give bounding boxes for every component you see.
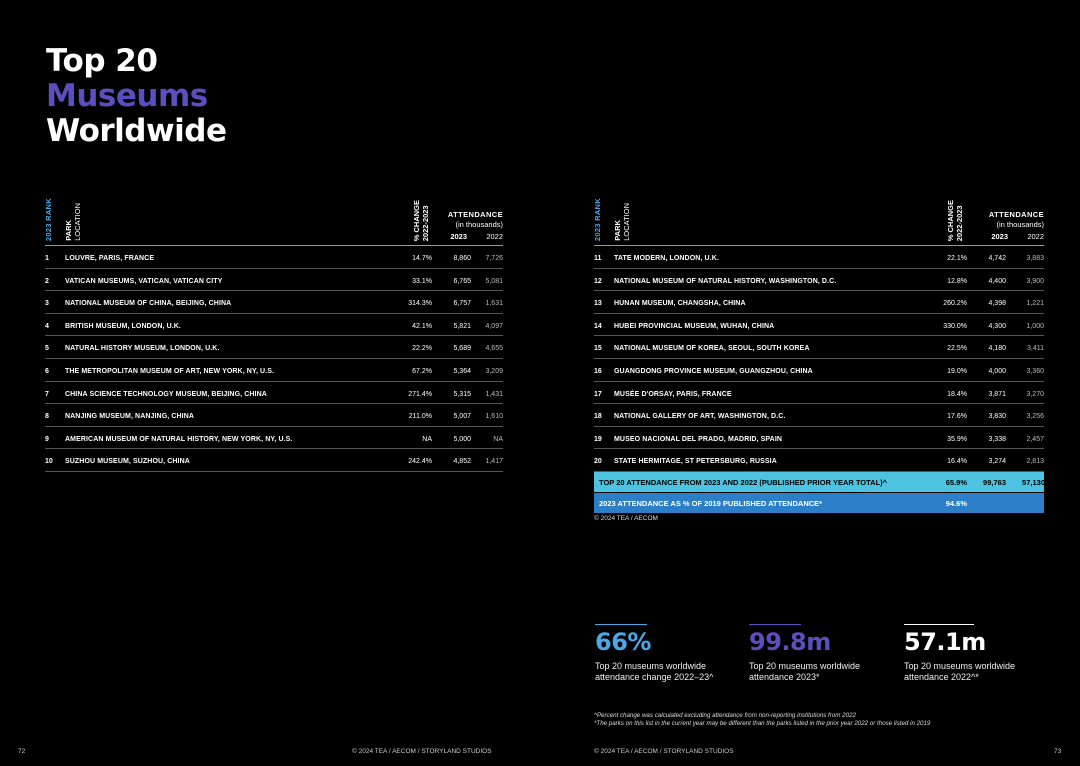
title-line-2: Museums bbox=[46, 78, 208, 114]
rank-header: 2023 RANK bbox=[44, 197, 53, 241]
rank-cell: 12 bbox=[594, 277, 602, 285]
pct-of-2019-row bbox=[594, 493, 1044, 513]
table-header bbox=[594, 196, 1044, 246]
pct-change-years: 2022-2023 bbox=[421, 205, 430, 241]
attendance-2023-cell: 4,000 bbox=[988, 367, 1006, 375]
attendance-2022-cell: 3,209 bbox=[485, 367, 503, 375]
attendance-2022-cell: 3,256 bbox=[1026, 413, 1044, 421]
rank-cell: 11 bbox=[594, 255, 602, 262]
table-header bbox=[45, 196, 503, 246]
stat-rule bbox=[595, 624, 647, 625]
rank-cell: 7 bbox=[45, 390, 49, 398]
attendance-2023-cell: 5,364 bbox=[453, 367, 471, 375]
table-row bbox=[45, 382, 503, 405]
museum-name-cell: NATIONAL GALLERY OF ART, WASHINGTON, D.C. bbox=[614, 413, 786, 421]
pct-2019-value: 94.6% bbox=[945, 498, 967, 508]
attendance-2023-cell: 5,689 bbox=[453, 345, 471, 353]
table-row bbox=[594, 246, 1044, 269]
year-2023-header: 2023 bbox=[991, 232, 1008, 241]
location-label: LOCATION bbox=[73, 203, 82, 241]
pct-change-cell: 22.2% bbox=[412, 345, 432, 353]
rank-cell: 20 bbox=[594, 458, 602, 466]
total-pct-change: 65.9% bbox=[945, 477, 967, 487]
museum-name-cell: MUSÉE D'ORSAY, PARIS, FRANCE bbox=[614, 390, 732, 398]
attendance-2023-cell: 5,821 bbox=[453, 322, 471, 330]
rank-cell: 14 bbox=[594, 322, 602, 330]
rank-header: 2023 RANK bbox=[593, 197, 602, 241]
museum-name-cell: HUNAN MUSEUM, CHANGSHA, CHINA bbox=[614, 300, 746, 308]
museum-name-cell: GUANGDONG PROVINCE MUSEUM, GUANGZHOU, CHINA bbox=[614, 367, 813, 375]
attendance-2022-cell: 3,270 bbox=[1026, 390, 1044, 398]
attendance-2022-cell: 7,726 bbox=[485, 255, 503, 262]
attendance-2022-cell: 2,457 bbox=[1026, 435, 1044, 443]
museum-name-cell: VATICAN MUSEUMS, VATICAN, VATICAN CITY bbox=[65, 277, 223, 285]
year-2023-header: 2023 bbox=[450, 232, 467, 241]
attendance-2022-cell: 1,221 bbox=[1026, 300, 1044, 308]
attendance-2023-cell: 4,398 bbox=[988, 300, 1006, 308]
stat-description: Top 20 museums worldwide attendance 2022^* bbox=[904, 661, 1016, 682]
stat-attendance-2022 bbox=[904, 624, 1024, 683]
stat-attendance-2023 bbox=[749, 624, 869, 683]
rank-cell: 10 bbox=[45, 458, 53, 466]
museum-name-cell: CHINA SCIENCE TECHNOLOGY MUSEUM, BEIJING, CHINA bbox=[65, 390, 267, 398]
attendance-sub: (in thousands) bbox=[455, 220, 503, 229]
rank-cell: 5 bbox=[45, 345, 49, 353]
attendance-2022-cell: 4,655 bbox=[485, 345, 503, 353]
pct-change-cell: 67.2% bbox=[412, 367, 432, 375]
park-label: PARK bbox=[64, 220, 73, 241]
table-row bbox=[594, 269, 1044, 292]
pct-change-cell: 22.5% bbox=[947, 345, 967, 353]
table-row bbox=[594, 291, 1044, 314]
table-row bbox=[45, 404, 503, 427]
attendance-2023-cell: 4,180 bbox=[988, 345, 1006, 353]
museum-name-cell: SUZHOU MUSEUM, SUZHOU, CHINA bbox=[65, 458, 190, 466]
attendance-2023-cell: 4,300 bbox=[988, 322, 1006, 330]
attendance-2022-cell: 4,097 bbox=[485, 322, 503, 330]
rank-cell: 16 bbox=[594, 367, 602, 375]
attendance-2022-cell: 1,631 bbox=[485, 300, 503, 308]
attendance-2023-cell: 6,765 bbox=[453, 277, 471, 285]
rank-cell: 3 bbox=[45, 300, 49, 308]
pct-change-cell: 19.0% bbox=[947, 367, 967, 375]
stat-rule bbox=[749, 624, 801, 625]
stat-number: 66% bbox=[595, 628, 651, 656]
museum-name-cell: MUSEO NACIONAL DEL PRADO, MADRID, SPAIN bbox=[614, 435, 783, 443]
attendance-2023-cell: 3,274 bbox=[988, 458, 1006, 466]
attendance-sub: (in thousands) bbox=[996, 220, 1044, 229]
total-attendance-row bbox=[594, 472, 1044, 492]
rank-cell: 18 bbox=[594, 413, 602, 421]
table-row bbox=[594, 449, 1044, 472]
museum-name-cell: HUBEI PROVINCIAL MUSEUM, WUHAN, CHINA bbox=[614, 322, 775, 330]
attendance-2023-cell: 3,830 bbox=[988, 413, 1006, 421]
pct-change-years: 2022-2023 bbox=[955, 205, 964, 241]
rank-cell: 2 bbox=[45, 277, 49, 285]
pct-change-header bbox=[412, 200, 430, 241]
attendance-2023-cell: 4,400 bbox=[988, 277, 1006, 285]
rank-cell: 4 bbox=[45, 322, 49, 330]
attendance-2022-cell: 3,411 bbox=[1027, 345, 1044, 353]
table-row bbox=[45, 359, 503, 382]
pct-change-cell: 42.1% bbox=[412, 322, 432, 330]
attendance-2023-cell: 5,315 bbox=[453, 390, 471, 398]
table-body-left bbox=[45, 246, 503, 472]
attendance-2023-cell: 4,852 bbox=[453, 458, 471, 466]
rank-cell: 1 bbox=[45, 255, 49, 262]
stat-number: 57.1m bbox=[904, 628, 986, 656]
footer-credit-left: © 2024 TEA / AECOM / STORYLAND STUDIOS bbox=[352, 748, 492, 755]
attendance-2023-cell: 5,007 bbox=[453, 413, 471, 421]
pct-change-cell: 211.0% bbox=[408, 413, 432, 421]
park-label: PARK bbox=[613, 220, 622, 241]
attendance-label: ATTENDANCE bbox=[447, 210, 503, 219]
table-row bbox=[45, 449, 503, 472]
attendance-2022-cell: 3,900 bbox=[1026, 277, 1044, 285]
museum-name-cell: NANJING MUSEUM, NANJING, CHINA bbox=[65, 413, 195, 421]
pct-2019-label: 2023 ATTENDANCE AS % OF 2019 PUBLISHED ATTENDANCE* bbox=[599, 498, 823, 508]
pct-change-cell: 271.4% bbox=[408, 390, 432, 398]
stat-rule bbox=[904, 624, 974, 625]
table-row bbox=[594, 404, 1044, 427]
table-row bbox=[594, 336, 1044, 359]
pct-change-cell: 14.7% bbox=[412, 255, 432, 262]
attendance-label: ATTENDANCE bbox=[988, 210, 1044, 219]
rank-cell: 17 bbox=[594, 390, 602, 398]
museum-name-cell: TATE MODERN, LONDON, U.K. bbox=[614, 255, 719, 262]
footer-credit-right: © 2024 TEA / AECOM / STORYLAND STUDIOS bbox=[594, 748, 734, 755]
attendance-header bbox=[431, 210, 503, 242]
attendance-2022-cell: NA bbox=[493, 435, 503, 443]
year-2022-header: 2022 bbox=[1027, 232, 1044, 241]
table-row bbox=[594, 314, 1044, 337]
pct-change-cell: NA bbox=[422, 435, 432, 443]
footnote-1: ^Percent change was calculated excluding attendance from non-reporting institutions from 2022 bbox=[594, 712, 856, 719]
attendance-2023-cell: 4,742 bbox=[988, 255, 1006, 262]
attendance-2023-cell: 6,757 bbox=[453, 300, 471, 308]
pct-change-cell: 12.8% bbox=[947, 277, 967, 285]
rank-cell: 19 bbox=[594, 435, 602, 443]
ranking-table-left bbox=[45, 196, 503, 472]
attendance-2022-cell: 3,883 bbox=[1026, 255, 1044, 262]
total-attendance-2023: 99,763 bbox=[983, 477, 1006, 487]
title-line-1: Top 20 bbox=[46, 43, 158, 79]
total-attendance-2022: 57,130 bbox=[1022, 477, 1045, 487]
pct-change-cell: 314.3% bbox=[408, 300, 432, 308]
attendance-2023-cell: 8,860 bbox=[453, 255, 471, 262]
rank-cell: 6 bbox=[45, 367, 49, 375]
museum-name-cell: NATIONAL MUSEUM OF CHINA, BEIJING, CHINA bbox=[65, 300, 232, 308]
table-row bbox=[45, 314, 503, 337]
footnotes bbox=[594, 712, 930, 728]
ranking-table-right bbox=[594, 196, 1044, 513]
location-label: LOCATION bbox=[622, 203, 631, 241]
table-copyright: © 2024 TEA / AECOM bbox=[594, 515, 658, 522]
pct-change-cell: 33.1% bbox=[412, 277, 432, 285]
attendance-2022-cell: 1,000 bbox=[1026, 322, 1044, 330]
park-header bbox=[64, 203, 82, 241]
museum-name-cell: LOUVRE, PARIS, FRANCE bbox=[65, 255, 155, 262]
stat-description: Top 20 museums worldwide attendance change 2022–23^ bbox=[595, 661, 714, 682]
table-row bbox=[45, 427, 503, 450]
rank-cell: 13 bbox=[594, 300, 602, 308]
museum-name-cell: AMERICAN MUSEUM OF NATURAL HISTORY, NEW YORK, NY, U.S. bbox=[65, 435, 293, 443]
attendance-2022-cell: 2,813 bbox=[1026, 458, 1044, 466]
pct-change-label: % CHANGE bbox=[412, 199, 421, 241]
museum-name-cell: STATE HERMITAGE, ST PETERSBURG, RUSSIA bbox=[614, 458, 777, 466]
attendance-header bbox=[972, 210, 1044, 242]
pct-change-label: % CHANGE bbox=[946, 199, 955, 241]
table-row bbox=[45, 269, 503, 292]
table-row bbox=[45, 246, 503, 269]
pct-change-cell: 22.1% bbox=[947, 255, 967, 262]
stat-number: 99.8m bbox=[749, 628, 831, 656]
rank-cell: 9 bbox=[45, 435, 49, 443]
museum-name-cell: THE METROPOLITAN MUSEUM OF ART, NEW YORK, NY, U.S. bbox=[65, 367, 275, 375]
museum-name-cell: NATIONAL MUSEUM OF KOREA, SEOUL, SOUTH KOREA bbox=[614, 345, 810, 353]
title-line-3: Worldwide bbox=[46, 113, 227, 149]
museum-name-cell: NATURAL HISTORY MUSEUM, LONDON, U.K. bbox=[65, 345, 220, 353]
page-title bbox=[46, 44, 226, 149]
attendance-2022-cell: 1,610 bbox=[485, 413, 503, 421]
pct-change-cell: 330.0% bbox=[943, 322, 967, 330]
attendance-2022-cell: 3,360 bbox=[1026, 367, 1044, 375]
page-number-right: 73 bbox=[1054, 748, 1062, 755]
attendance-2022-cell: 1,417 bbox=[485, 458, 503, 466]
attendance-2023-cell: 3,871 bbox=[988, 390, 1006, 398]
pct-change-cell: 18.4% bbox=[947, 390, 967, 398]
table-row bbox=[594, 427, 1044, 450]
rank-cell: 8 bbox=[45, 413, 49, 421]
pct-change-cell: 35.9% bbox=[947, 435, 967, 443]
table-row bbox=[45, 336, 503, 359]
stat-attendance-change bbox=[595, 624, 715, 683]
attendance-2023-cell: 3,338 bbox=[988, 435, 1006, 443]
page-number-left: 72 bbox=[18, 748, 26, 755]
table-row bbox=[594, 359, 1044, 382]
museum-name-cell: NATIONAL MUSEUM OF NATURAL HISTORY, WASHINGTON, D.C. bbox=[614, 277, 837, 285]
footnote-2: *The parks on this list in the current year may be different than the parks listed in the prior year 2022 or those listed in 2019 bbox=[594, 720, 931, 727]
attendance-2023-cell: 5,000 bbox=[453, 435, 471, 443]
attendance-2022-cell: 1,431 bbox=[485, 390, 503, 398]
pct-change-cell: 242.4% bbox=[408, 458, 432, 466]
pct-change-cell: 17.6% bbox=[947, 413, 967, 421]
table-body-right bbox=[594, 246, 1044, 472]
stat-description: Top 20 museums worldwide attendance 2023* bbox=[749, 661, 861, 682]
museum-name-cell: BRITISH MUSEUM, LONDON, U.K. bbox=[65, 322, 181, 330]
attendance-2022-cell: 5,081 bbox=[485, 277, 503, 285]
pct-change-cell: 16.4% bbox=[947, 458, 967, 466]
table-row bbox=[45, 291, 503, 314]
pct-change-header bbox=[946, 200, 964, 241]
rank-cell: 15 bbox=[594, 345, 602, 353]
park-header bbox=[613, 203, 631, 241]
pct-change-cell: 260.2% bbox=[943, 300, 967, 308]
total-label: TOP 20 ATTENDANCE FROM 2023 AND 2022 (PUBLISHED PRIOR YEAR TOTAL)^ bbox=[599, 477, 888, 487]
year-2022-header: 2022 bbox=[486, 232, 503, 241]
table-row bbox=[594, 382, 1044, 405]
